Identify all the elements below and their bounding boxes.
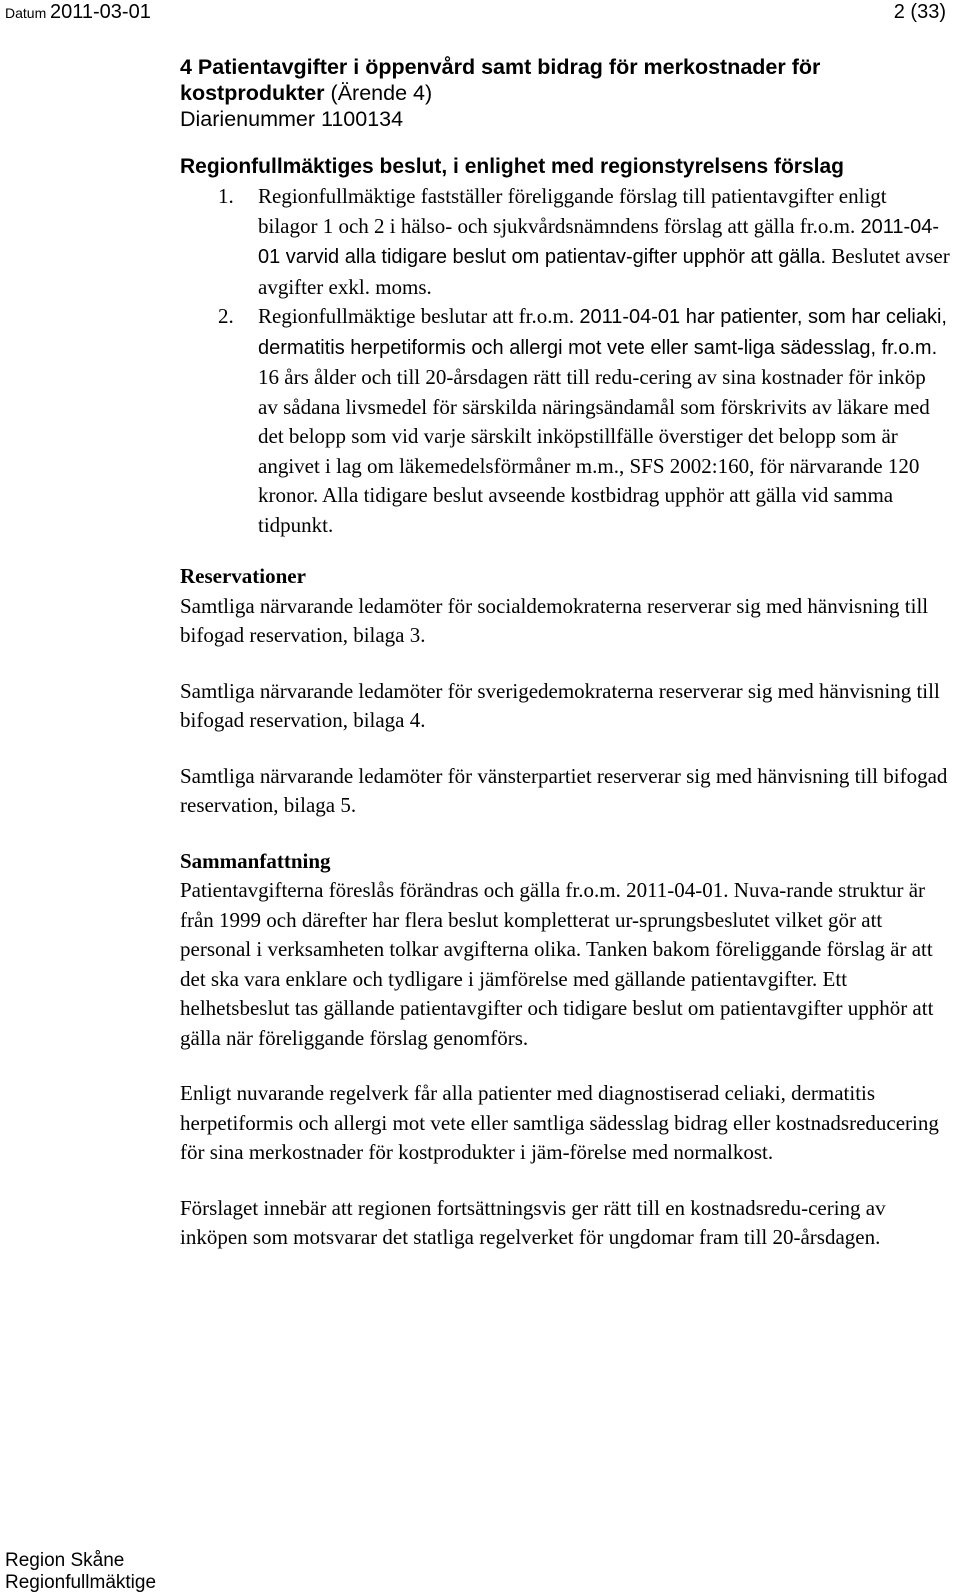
diarienummer: Diarienummer 1100134 xyxy=(180,107,404,131)
decision-item-text-serif: Beslutet avser avgifter exkl. moms. xyxy=(258,244,950,299)
decision-item-number: 2. xyxy=(218,304,234,328)
date-label: Datum xyxy=(5,5,47,21)
reservation-paragraph: Samtliga närvarande ledamöter för sverigedemokraterna reserverar sig med hänvisning till bifogad reservation, bilaga 4. xyxy=(180,678,940,732)
page-footer xyxy=(5,1550,156,1594)
reservation-paragraph: Samtliga närvarande ledamöter för vänsterpartiet reserverar sig med hänvisning till bifogad reservation, bilaga 5. xyxy=(180,763,948,817)
sammanfattning-heading: Sammanfattning xyxy=(180,848,331,873)
page-header xyxy=(0,0,960,30)
decision-heading: Regionfullmäktiges beslut, i enlighet med regionstyrelsens förslag xyxy=(180,155,844,178)
agenda-arende: (Ärende 4) xyxy=(330,81,433,105)
decision-item-text-serif: 16 års ålder och till 20-årsdagen rätt till redu-cering av sina kostnader för inköp av sådana livsmedel för särskilda näringsändamål som förskrivits av läkare med det belopp som vid varje särskilt inköpstillfälle överstiger det belopp som är angivet i lag om läkemedelsförmåner m.m., SFS 2002:160, för närvarande 120 kronor. Alla tidigare beslut avseende kostbidrag upphör att gälla vid samma tidpunkt. xyxy=(258,365,930,537)
footer-organization: Region Skåne xyxy=(5,1550,125,1571)
summary-paragraph: Förslaget innebär att regionen fortsättningsvis ger rätt till en kostnadsredu-cering av inköpen som motsvarar det statliga regelverket för ungdomar fram till 20-årsdagen. xyxy=(180,1195,886,1249)
decision-item xyxy=(180,182,950,302)
decision-list xyxy=(180,182,950,540)
document-body xyxy=(180,54,950,1253)
page-number: 2 (33) xyxy=(893,1,946,23)
decision-item-number: 1. xyxy=(218,184,234,208)
footer-body: Regionfullmäktige xyxy=(5,1572,157,1593)
reservationer-heading: Reservationer xyxy=(180,564,306,588)
decision-item-text-serif: Regionfullmäktige beslutar att fr.o.m. xyxy=(258,304,575,328)
summary-paragraph: Patientavgifterna föreslås förändras och gälla fr.o.m. 2011-04-01. Nuva-rande struktur är från 1999 och därefter har flera beslut kompletterat ur-sprungsbeslutet vilket gör att personal i verksamheten tolkar avgifterna olika. Tanken bakom föreliggande förslag är att det ska vara enklare och tydligare i jämförelse med gällande patientavgifter. Ett helhetsbeslut tas gällande patientavgifter och tidigare beslut om patientavgifter upphör att gälla när föreliggande förslag genomförs. xyxy=(180,878,934,1050)
reservation-paragraph: Samtliga närvarande ledamöter för socialdemokraterna reserverar sig med hänvisning till bifogad reservation, bilaga 3. xyxy=(180,593,929,647)
date-value: 2011-03-01 xyxy=(50,1,151,23)
decision-item-text-sans: 2011-04-01 varvid alla tidigare beslut om patientav-gifter upphör att gälla. xyxy=(258,215,940,268)
agenda-heading xyxy=(180,54,950,106)
decision-item xyxy=(180,302,950,540)
summary-paragraph: Enligt nuvarande regelverk får alla patienter med diagnostiserad celiaki, dermatitis herpetiformis och allergi mot vete eller samtliga sädesslag bidrag eller kostnadsreducering för sina merkostnader för kostprodukter i jäm-förelse med normalkost. xyxy=(180,1081,939,1164)
decision-item-text-serif: Regionfullmäktige fastställer föreliggande förslag till patientavgifter enligt bilagor 1 och 2 i hälso- och sjukvårdsnämndens förslag att gälla fr.o.m. xyxy=(258,184,887,238)
decision-item-text-sans: 2011-04-01 har patienter, som har celiaki, dermatitis herpetiformis och allergi mot vete eller samt-liga sädesslag, fr.o.m. xyxy=(258,306,947,359)
agenda-title: 4 Patientavgifter i öppenvård samt bidrag för merkostnader för kostprodukter xyxy=(180,55,821,105)
